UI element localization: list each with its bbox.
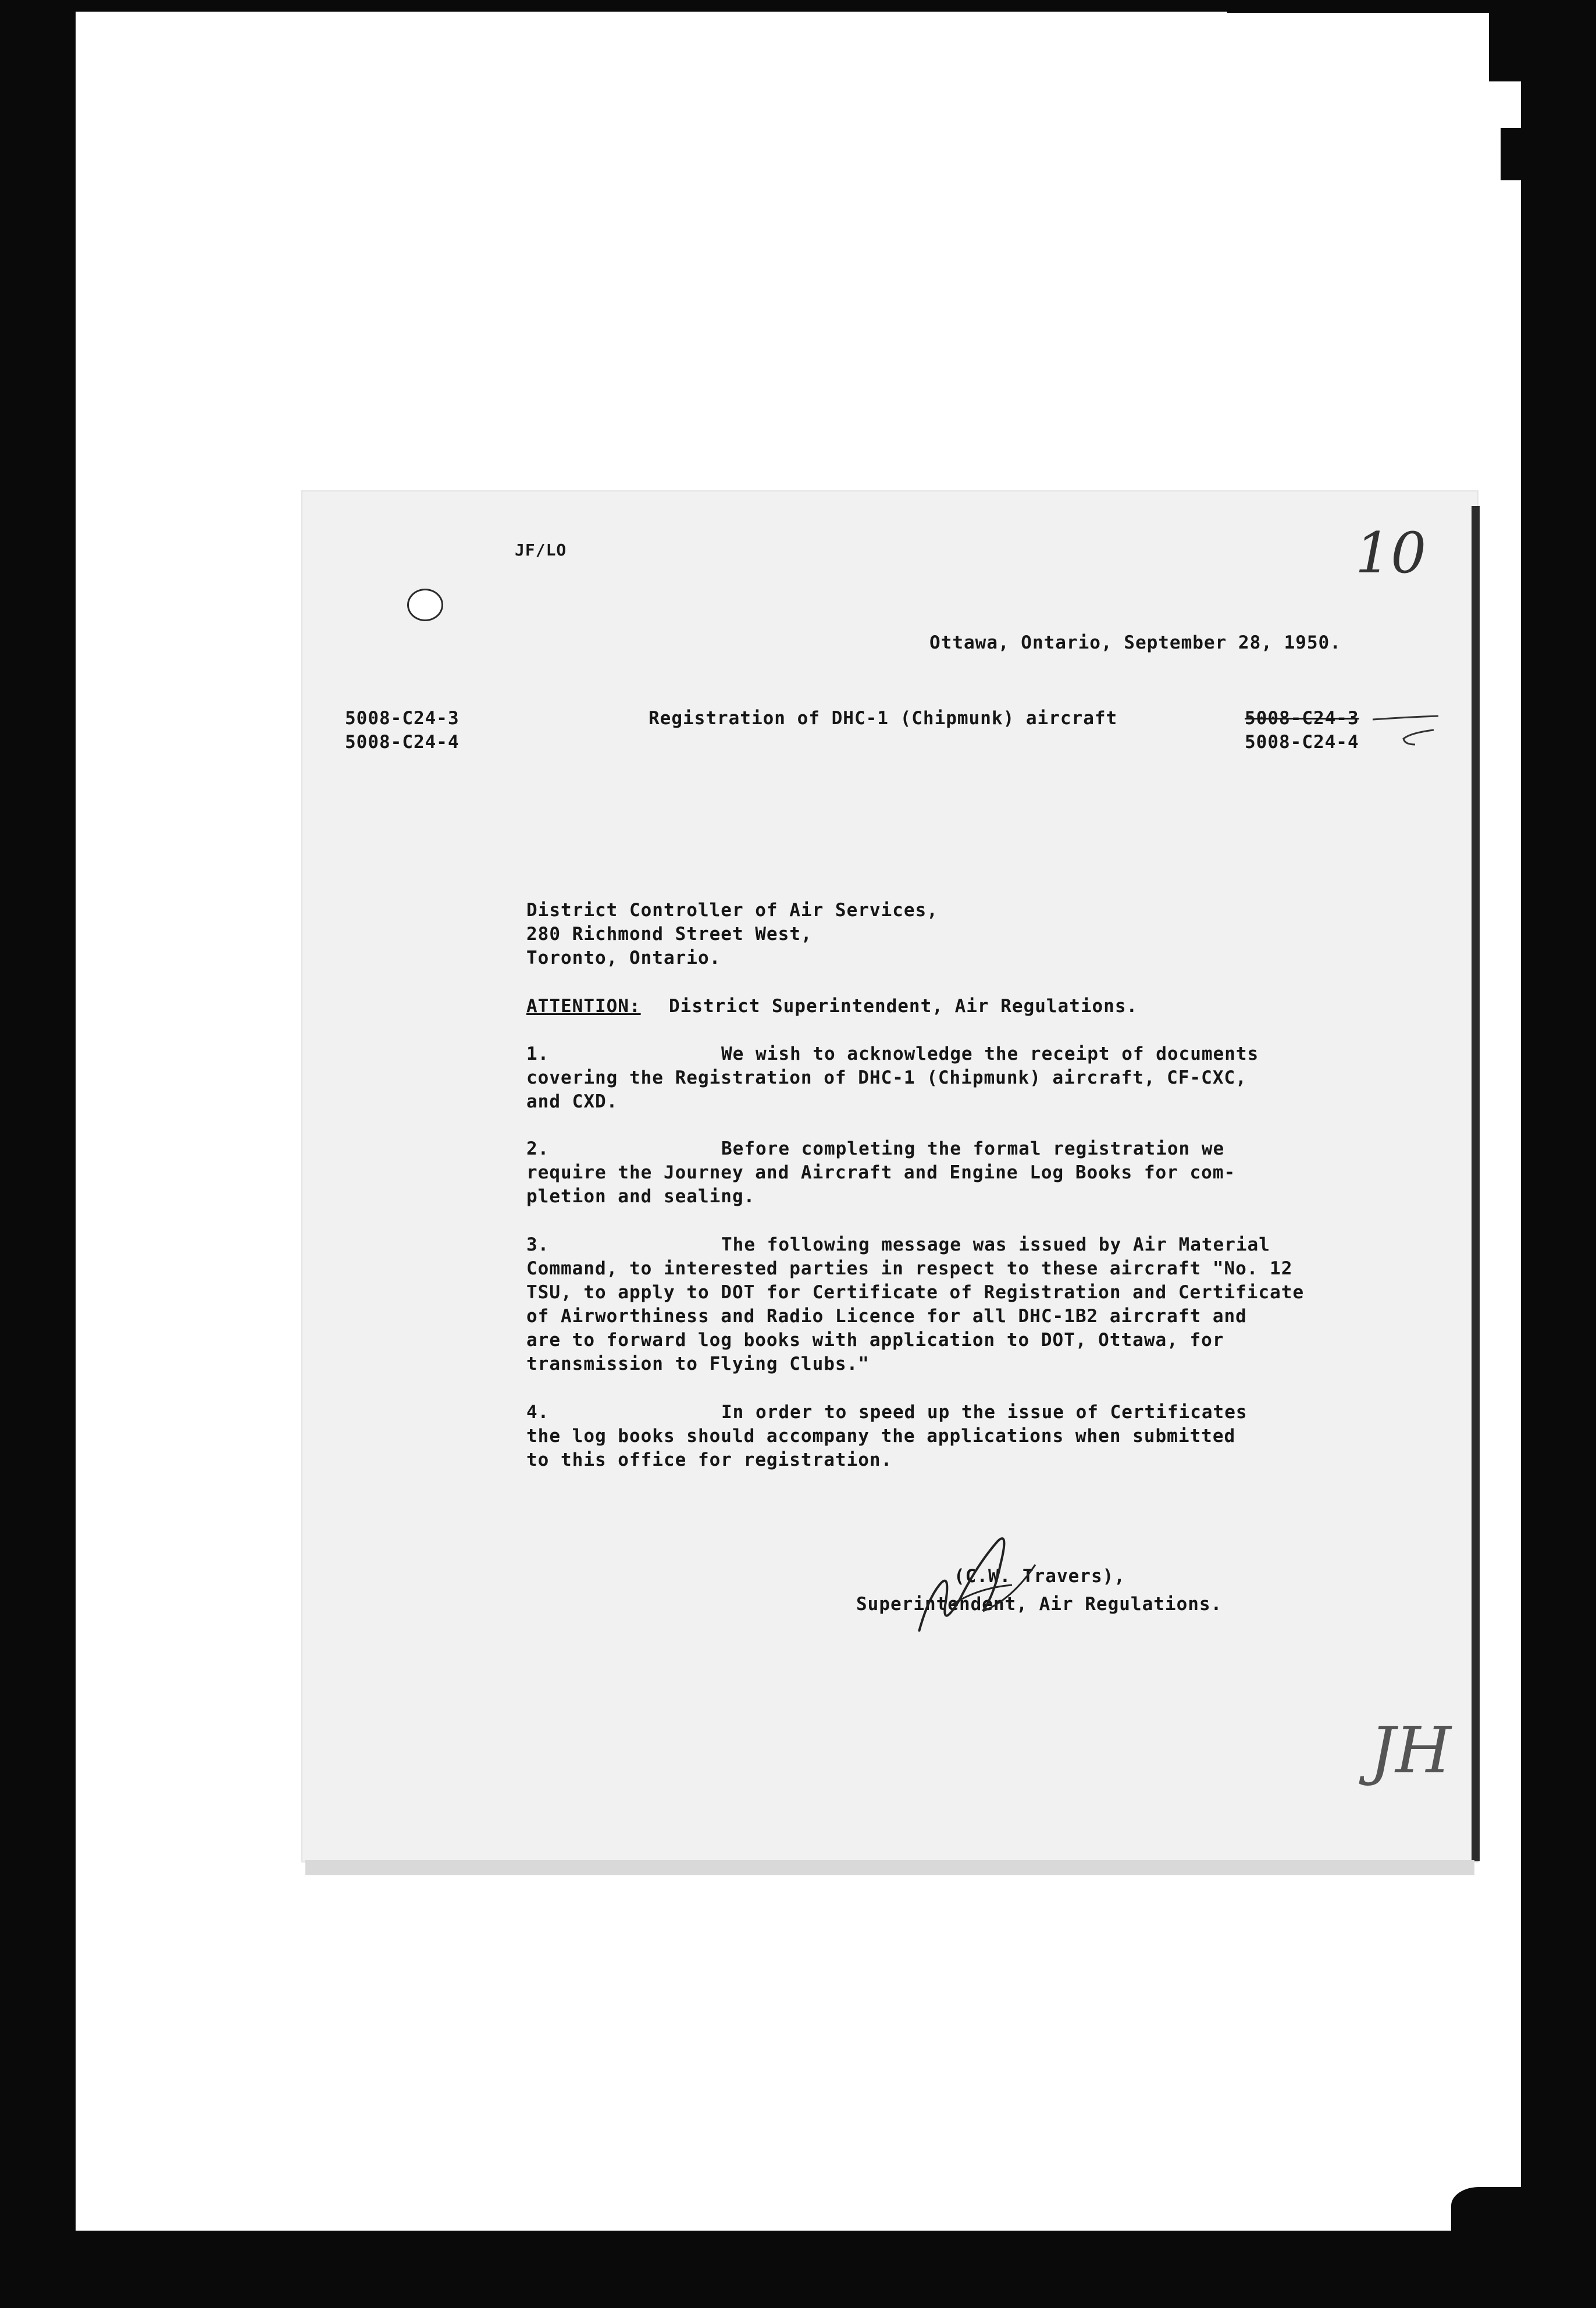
paragraph-number: 3.	[526, 1234, 550, 1255]
paragraph-number: 2.	[526, 1138, 550, 1159]
paragraph-line: We wish to acknowledge the receipt of documents	[721, 1043, 1259, 1064]
addressee-line-1: District Controller of Air Services,	[526, 900, 938, 921]
paragraph-line: Command, to interested parties in respect to these aircraft "No. 12	[526, 1258, 1293, 1279]
film-edge-artifact	[1451, 2187, 1521, 2234]
paragraph-line: and CXD.	[526, 1091, 618, 1112]
paragraph-line: covering the Registration of DHC-1 (Chipmunk) aircraft, CF-CXC,	[526, 1067, 1247, 1088]
paragraph-line: The following message was issued by Air Material	[721, 1234, 1270, 1255]
addressee-line-3: Toronto, Ontario.	[526, 948, 721, 968]
paragraph-line: pletion and sealing.	[526, 1186, 756, 1207]
file-ref-right-2: 5008-C24-4	[1245, 732, 1359, 753]
attention-text: District Superintendent, Air Regulations.	[669, 996, 1138, 1017]
check-mark-icon	[1370, 713, 1445, 753]
paragraph-line: In order to speed up the issue of Certificates	[721, 1402, 1248, 1423]
paragraph-line: are to forward log books with application to DOT, Ottawa, for	[526, 1330, 1224, 1351]
handwritten-initials: JH	[1370, 1713, 1452, 1787]
paragraph-number: 4.	[526, 1402, 550, 1423]
letter-bottom-shadow	[305, 1860, 1474, 1875]
paragraph-line: require the Journey and Aircraft and Engine Log Books for com-	[526, 1162, 1236, 1183]
paragraph-number: 1.	[526, 1043, 550, 1064]
paragraph-line: Before completing the formal registration we	[721, 1138, 1225, 1159]
paragraph-line: of Airworthiness and Radio Licence for all DHC-1B2 aircraft and	[526, 1306, 1247, 1327]
letter-edge	[1472, 506, 1480, 1861]
paragraph-line: transmission to Flying Clubs."	[526, 1354, 870, 1374]
attention-label: ATTENTION:	[526, 996, 641, 1017]
paragraph-line: the log books should accompany the applications when submitted	[526, 1426, 1236, 1447]
file-ref-left-2: 5008-C24-4	[345, 732, 459, 753]
addressee-line-2: 280 Richmond Street West,	[526, 924, 813, 945]
signatory-name: (C.W. Travers),	[954, 1566, 1125, 1587]
place-and-date: Ottawa, Ontario, September 28, 1950.	[929, 632, 1341, 653]
punch-hole	[407, 589, 443, 621]
subject-line: Registration of DHC-1 (Chipmunk) aircraft	[649, 708, 1118, 729]
file-ref-left-1: 5008-C24-3	[345, 708, 459, 729]
film-edge-artifact	[1501, 128, 1524, 180]
file-ref-right-1: 5008-C24-3	[1245, 708, 1359, 729]
typist-initials: JF/LO	[515, 540, 567, 560]
handwritten-page-number: 10	[1355, 521, 1427, 586]
film-edge-artifact	[1489, 0, 1524, 81]
paragraph-line: to this office for registration.	[526, 1449, 893, 1470]
signatory-title: Superintendent, Air Regulations.	[856, 1594, 1223, 1615]
paragraph-line: TSU, to apply to DOT for Certificate of Registration and Certificate	[526, 1282, 1305, 1303]
handwritten-signature	[896, 1530, 1070, 1646]
